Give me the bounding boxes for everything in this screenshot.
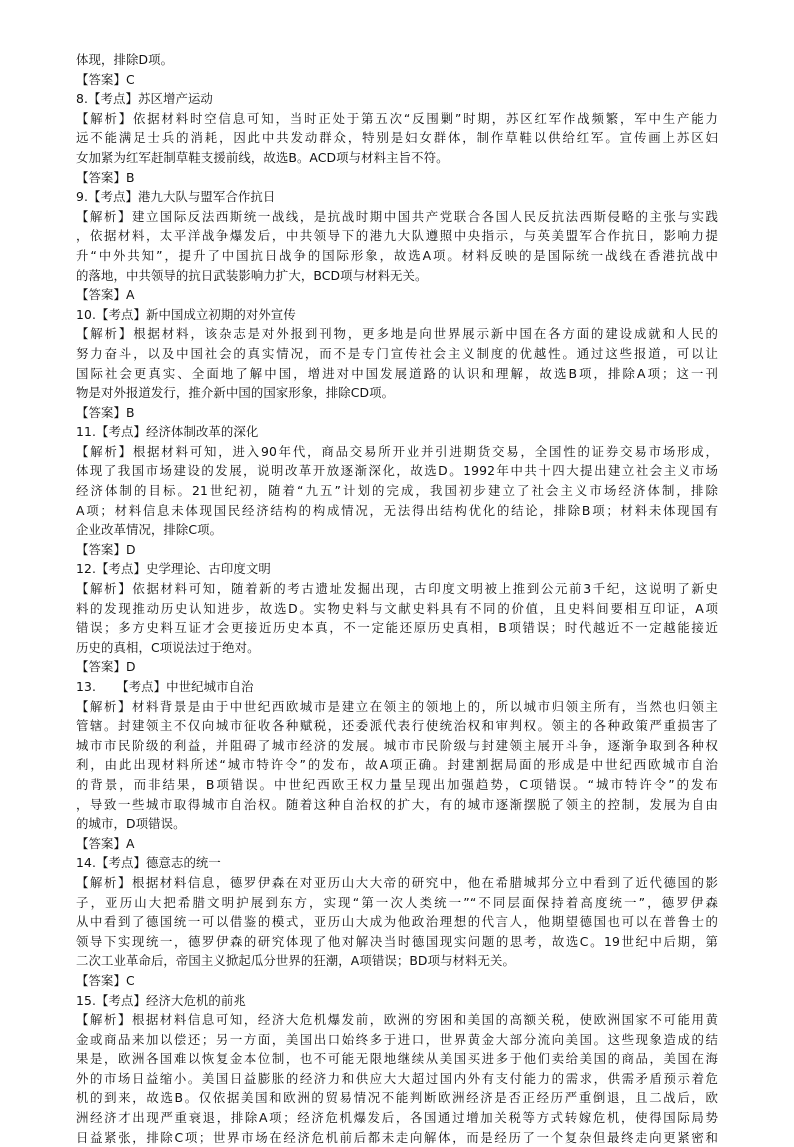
text-line: ，导致一些城市取得城市自治权。随着这种自治权的扩大，有的城市逐渐摆脱了领主的控制，发展为自由 bbox=[76, 796, 718, 812]
text-line: 物是对外报道发行，推介新中国的国家形象，排除CD项。 bbox=[76, 385, 395, 401]
text-line: 国际社会更真实、全面地了解中国，增进对中国发展道路的认识和理解，故选B项，排除A项；这一刊 bbox=[76, 365, 718, 381]
text-line: 【解析】根据材料，该杂志是对外报到刊物，更多地是向世界展示新中国在各方面的建设成就和人民的 bbox=[76, 326, 718, 342]
text-line: 努力奋斗，以及中国社会的真实情况，而不是专门宣传社会主义制度的优越性。通过这些报道，可以让 bbox=[76, 345, 718, 361]
text-line: 【解析】根据材料信息，德罗伊森在对亚历山大大帝的研究中，他在希腊城邦分立中看到了近代德国的影 bbox=[76, 874, 718, 890]
text-line: 的落地，中共领导的抗日武装影响力扩大，BCD项与材料无关。 bbox=[76, 267, 428, 283]
text-line: 【解析】依据材料可知，随着新的考古遗址发掘出现，古印度文明被上推到公元前3千纪，这说明了新史 bbox=[76, 581, 718, 597]
text-line: 【解析】根据材料可知，进入90年代，商品交易所开业并引进期货交易，全国性的证券交易市场形成， bbox=[76, 443, 718, 459]
text-line: 的城市，D项错误。 bbox=[76, 816, 186, 832]
text-line: 15.【考点】经济大危机的前兆 bbox=[76, 992, 246, 1008]
text-line: 9.【考点】港九大队与盟军合作抗日 bbox=[76, 189, 276, 205]
document-page bbox=[76, 50, 718, 1147]
text-line: 女加紧为红军赶制草鞋支援前线，故选B。ACD项与材料主旨不符。 bbox=[76, 149, 449, 165]
text-line: 企业改革情况，排除C项。 bbox=[76, 522, 223, 538]
text-line: 历史的真相，C项说法过于绝对。 bbox=[76, 639, 260, 655]
text-line: 12.【考点】史学理论、古印度文明 bbox=[76, 561, 271, 577]
text-line: 【答案】C bbox=[76, 71, 135, 87]
text-line: ，依据材料，太平洋战争爆发后，中共领导下的港九大队遵照中央指示，与英美盟军合作抗日，影响力提 bbox=[76, 228, 718, 244]
text-line: 果是，欧洲各国难以恢复金本位制，也不可能无限地继续从美国买进多于他们卖给美国的商品，美国在海 bbox=[76, 1051, 718, 1067]
text-line: A项；材料信息未体现国民经济结构的构成情况，无法得出结构优化的结论，排除B项；材料未体现国有 bbox=[76, 502, 718, 518]
text-line: 经济体制的目标。21世纪初，随着“九五”计划的完成，我国初步建立了社会主义市场经济体制，排除 bbox=[76, 483, 718, 499]
text-line: 体现了我国市场建设的发展，说明改革开放逐渐深化，故选D。1992年中共十四大提出建立社会主义市场 bbox=[76, 463, 718, 479]
text-line: 机的到来，故选B。仅依据美国和欧洲的贸易情况不能判断欧洲经济是否正经历严重倒退，且二战后，欧 bbox=[76, 1090, 718, 1106]
text-line: 【解析】建立国际反法西斯统一战线，是抗战时期中国共产党联合各国人民反抗法西斯侵略的主张与实践 bbox=[76, 208, 718, 224]
text-line: 从中看到了德国统一可以借鉴的模式，亚历山大成为他政治理想的代言人，他期望德国也可以在普鲁士的 bbox=[76, 914, 718, 930]
text-line: 领导下实现统一，德罗伊森的研究体现了他对解决当时德国现实问题的思考，故选C。19世纪中后期，第 bbox=[76, 933, 718, 949]
text-line: 城市市民阶级的利益，并阻碍了城市经济的发展。城市市民阶级与封建领主展开斗争，逐渐争取到各种权 bbox=[76, 737, 718, 753]
text-line: 日益紧张，排除C项；世界市场在经济危机前后都未走向解体，而是经历了一个复杂但最终走向更紧密和 bbox=[76, 1129, 718, 1145]
text-line: 料的发现推动历史认知进步，故选D。实物史料与文献史料具有不同的价值，且史料间要相互印证，A项 bbox=[76, 600, 718, 616]
text-line: 【解析】材料背景是由于中世纪西欧城市是建立在领主的领地上的，所以城市归领主所有，当然也归领主 bbox=[76, 698, 718, 714]
text-line: 金或商品来加以偿还；另一方面，美国出口始终多于进口，世界黄金大部分流向美国。这些现象造成的结 bbox=[76, 1031, 718, 1047]
text-line: 【答案】B bbox=[76, 169, 135, 185]
text-line: 10.【考点】新中国成立初期的对外宣传 bbox=[76, 306, 296, 322]
text-line: 升“中外共知”，提升了中国抗日战争的国际形象，故选A项。材料反映的是国际统一战线在香港抗战中 bbox=[76, 247, 718, 263]
text-line: 洲经济才出现严重衰退，排除A项；经济危机爆发后，各国通过增加关税等方式转嫁危机，使得国际局势 bbox=[76, 1110, 718, 1126]
text-line: 【答案】D bbox=[76, 659, 136, 675]
text-line: 二次工业革命后，帝国主义掀起瓜分世界的狂潮，A项错误；BD项与材料无关。 bbox=[76, 953, 516, 969]
text-line: 管辖。封建领主不仅向城市征收各种赋税，还委派代表行使统治权和审判权。领主的各种政策严重损害了 bbox=[76, 718, 718, 734]
text-line: 子，亚历山大把希腊文明护展到东方，实现“第一次人类统一”“不同层面保持着高度统一”，德罗伊森 bbox=[76, 894, 718, 910]
text-line: 错误；多方史料互证才会更接近历史本真，不一定能还原历史真相，B项错误；时代越近不一定越能接近 bbox=[76, 620, 718, 636]
text-line: 11.【考点】经济体制改革的深化 bbox=[76, 424, 259, 440]
text-line: 14.【考点】德意志的统一 bbox=[76, 855, 221, 871]
text-line: 【解析】依据材料时空信息可知，当时正处于第五次“反围剿”时期，苏区红军作战频繁，军中生产能力 bbox=[76, 110, 718, 126]
text-line: 13. 【考点】中世纪城市自治 bbox=[76, 679, 254, 694]
text-line: 远不能满足士兵的消耗，因此中共发动群众，特别是妇女群体，制作草鞋以供给红军。宣传画上苏区妇 bbox=[76, 130, 718, 146]
text-line: 利，由此出现材料所述“城市特许令”的发布，故A项正确。封建割据局面的形成是中世纪西欧城市自治 bbox=[76, 757, 718, 773]
text-line: 体现，排除D项。 bbox=[76, 52, 174, 67]
text-line: 【答案】A bbox=[76, 835, 135, 851]
text-line: 【答案】A bbox=[76, 287, 135, 303]
text-line: 的背景，而非结果，B项错误。中世纪西欧王权力量呈现出加强趋势，C项错误。“城市特许令”的发布 bbox=[76, 776, 718, 792]
text-line: 【答案】D bbox=[76, 541, 136, 557]
text-line: 外的市场日益缩小。美国日益膨胀的经济力和供应大大超过国内外有支付能力的需求，供需矛盾预示着危 bbox=[76, 1070, 718, 1086]
text-line: 【答案】C bbox=[76, 972, 135, 988]
text-line: 【解析】根据材料信息可知，经济大危机爆发前，欧洲的穷困和美国的高额关税，使欧洲国家不可能用黄 bbox=[76, 1012, 718, 1028]
text-line: 【答案】B bbox=[76, 404, 135, 420]
text-line: 8.【考点】苏区增产运动 bbox=[76, 91, 213, 107]
